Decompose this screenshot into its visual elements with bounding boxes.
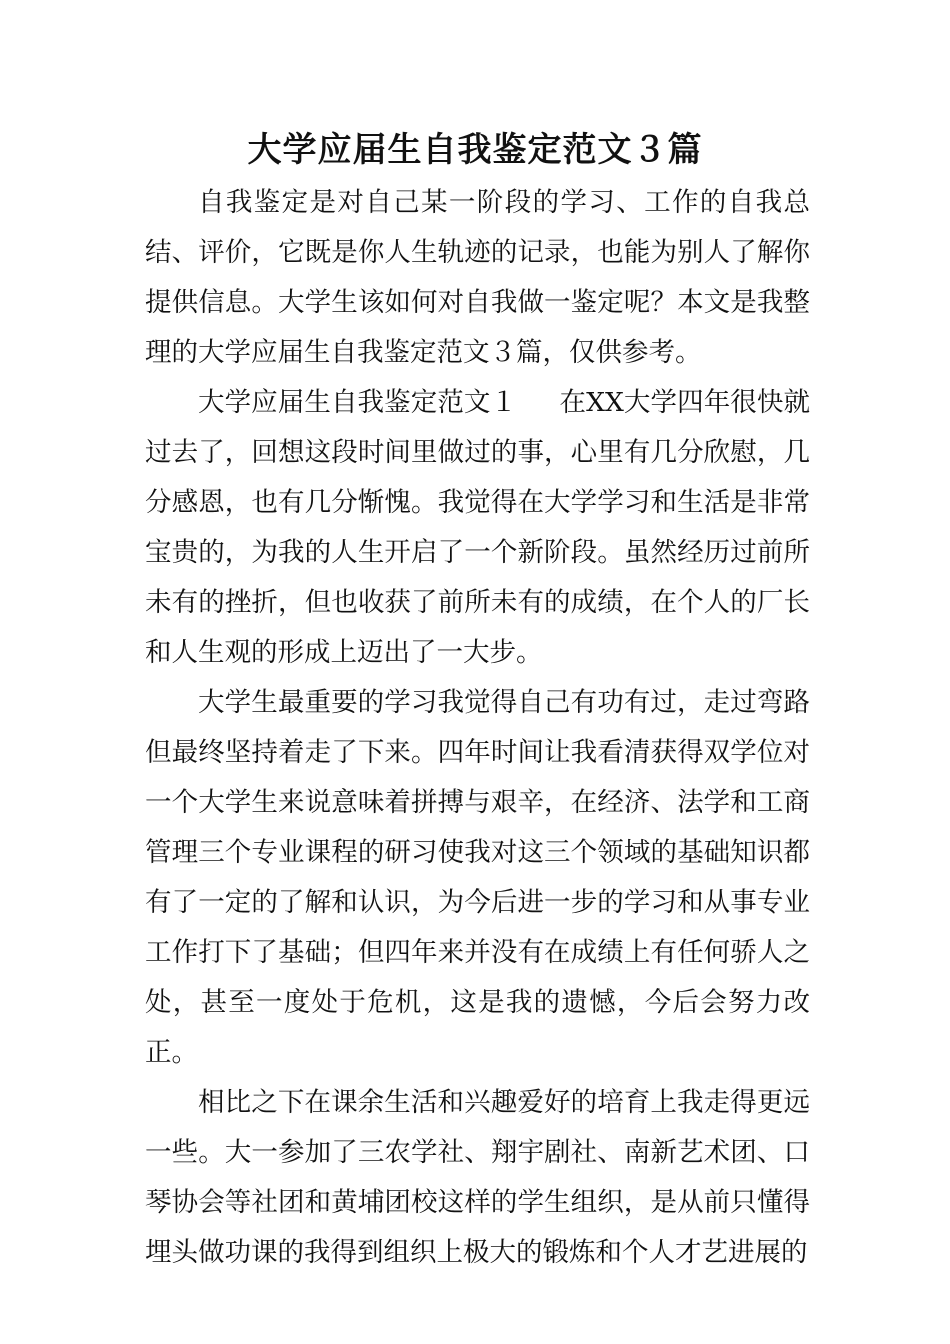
extracurricular-paragraph: 相比之下在课余生活和兴趣爱好的培育上我走得更远一些。大一参加了三农学社、翔宇剧社、南新艺术团、口琴协会等社团和黄埔团校这样的学生组织，是从前只懂得埋头做功课的我得到组织上极大的锻炼和个人才艺进展的	[145, 1087, 810, 1268]
sample-1-heading: 大学应届生自我鉴定范文１	[198, 387, 518, 418]
document-title: 大学应届生自我鉴定范文３篇	[247, 130, 703, 170]
sample-1-first-paragraph	[145, 378, 810, 678]
intro-paragraph: 自我鉴定是对自己某一阶段的学习、工作的自我总结、评价，它既是你人生轨迹的记录，也能为别人了解你提供信息。大学生该如何对自我做一鉴定呢？本文是我整理的大学应届生自我鉴定范文３篇，仅供参考。	[145, 187, 810, 368]
sample-1-lead-text: 在XX大学四年很快就	[559, 387, 810, 418]
study-paragraph: 大学生最重要的学习我觉得自己有功有过，走过弯路但最终坚持着走了下来。四年时间让我看清获得双学位对一个大学生来说意味着拼搏与艰辛，在经济、法学和工商管理三个专业课程的研习使我对这三个领域的基础知识都有了一定的了解和认识，为今后进一步的学习和从事专业工作打下了基础；但四年来并没有在成绩上有任何骄人之处，甚至一度处于危机，这是我的遗憾，今后会努力改正。	[145, 687, 810, 1068]
document-body	[145, 178, 810, 1278]
sample-1-paragraph-text: 过去了，回想这段时间里做过的事，心里有几分欣慰，几分感恩，也有几分惭愧。我觉得在大学学习和生活是非常宝贵的，为我的人生开启了一个新阶段。虽然经历过前所未有的挫折，但也收获了前所未有的成绩，在个人的厂长和人生观的形成上迈出了一大步。	[145, 437, 810, 668]
